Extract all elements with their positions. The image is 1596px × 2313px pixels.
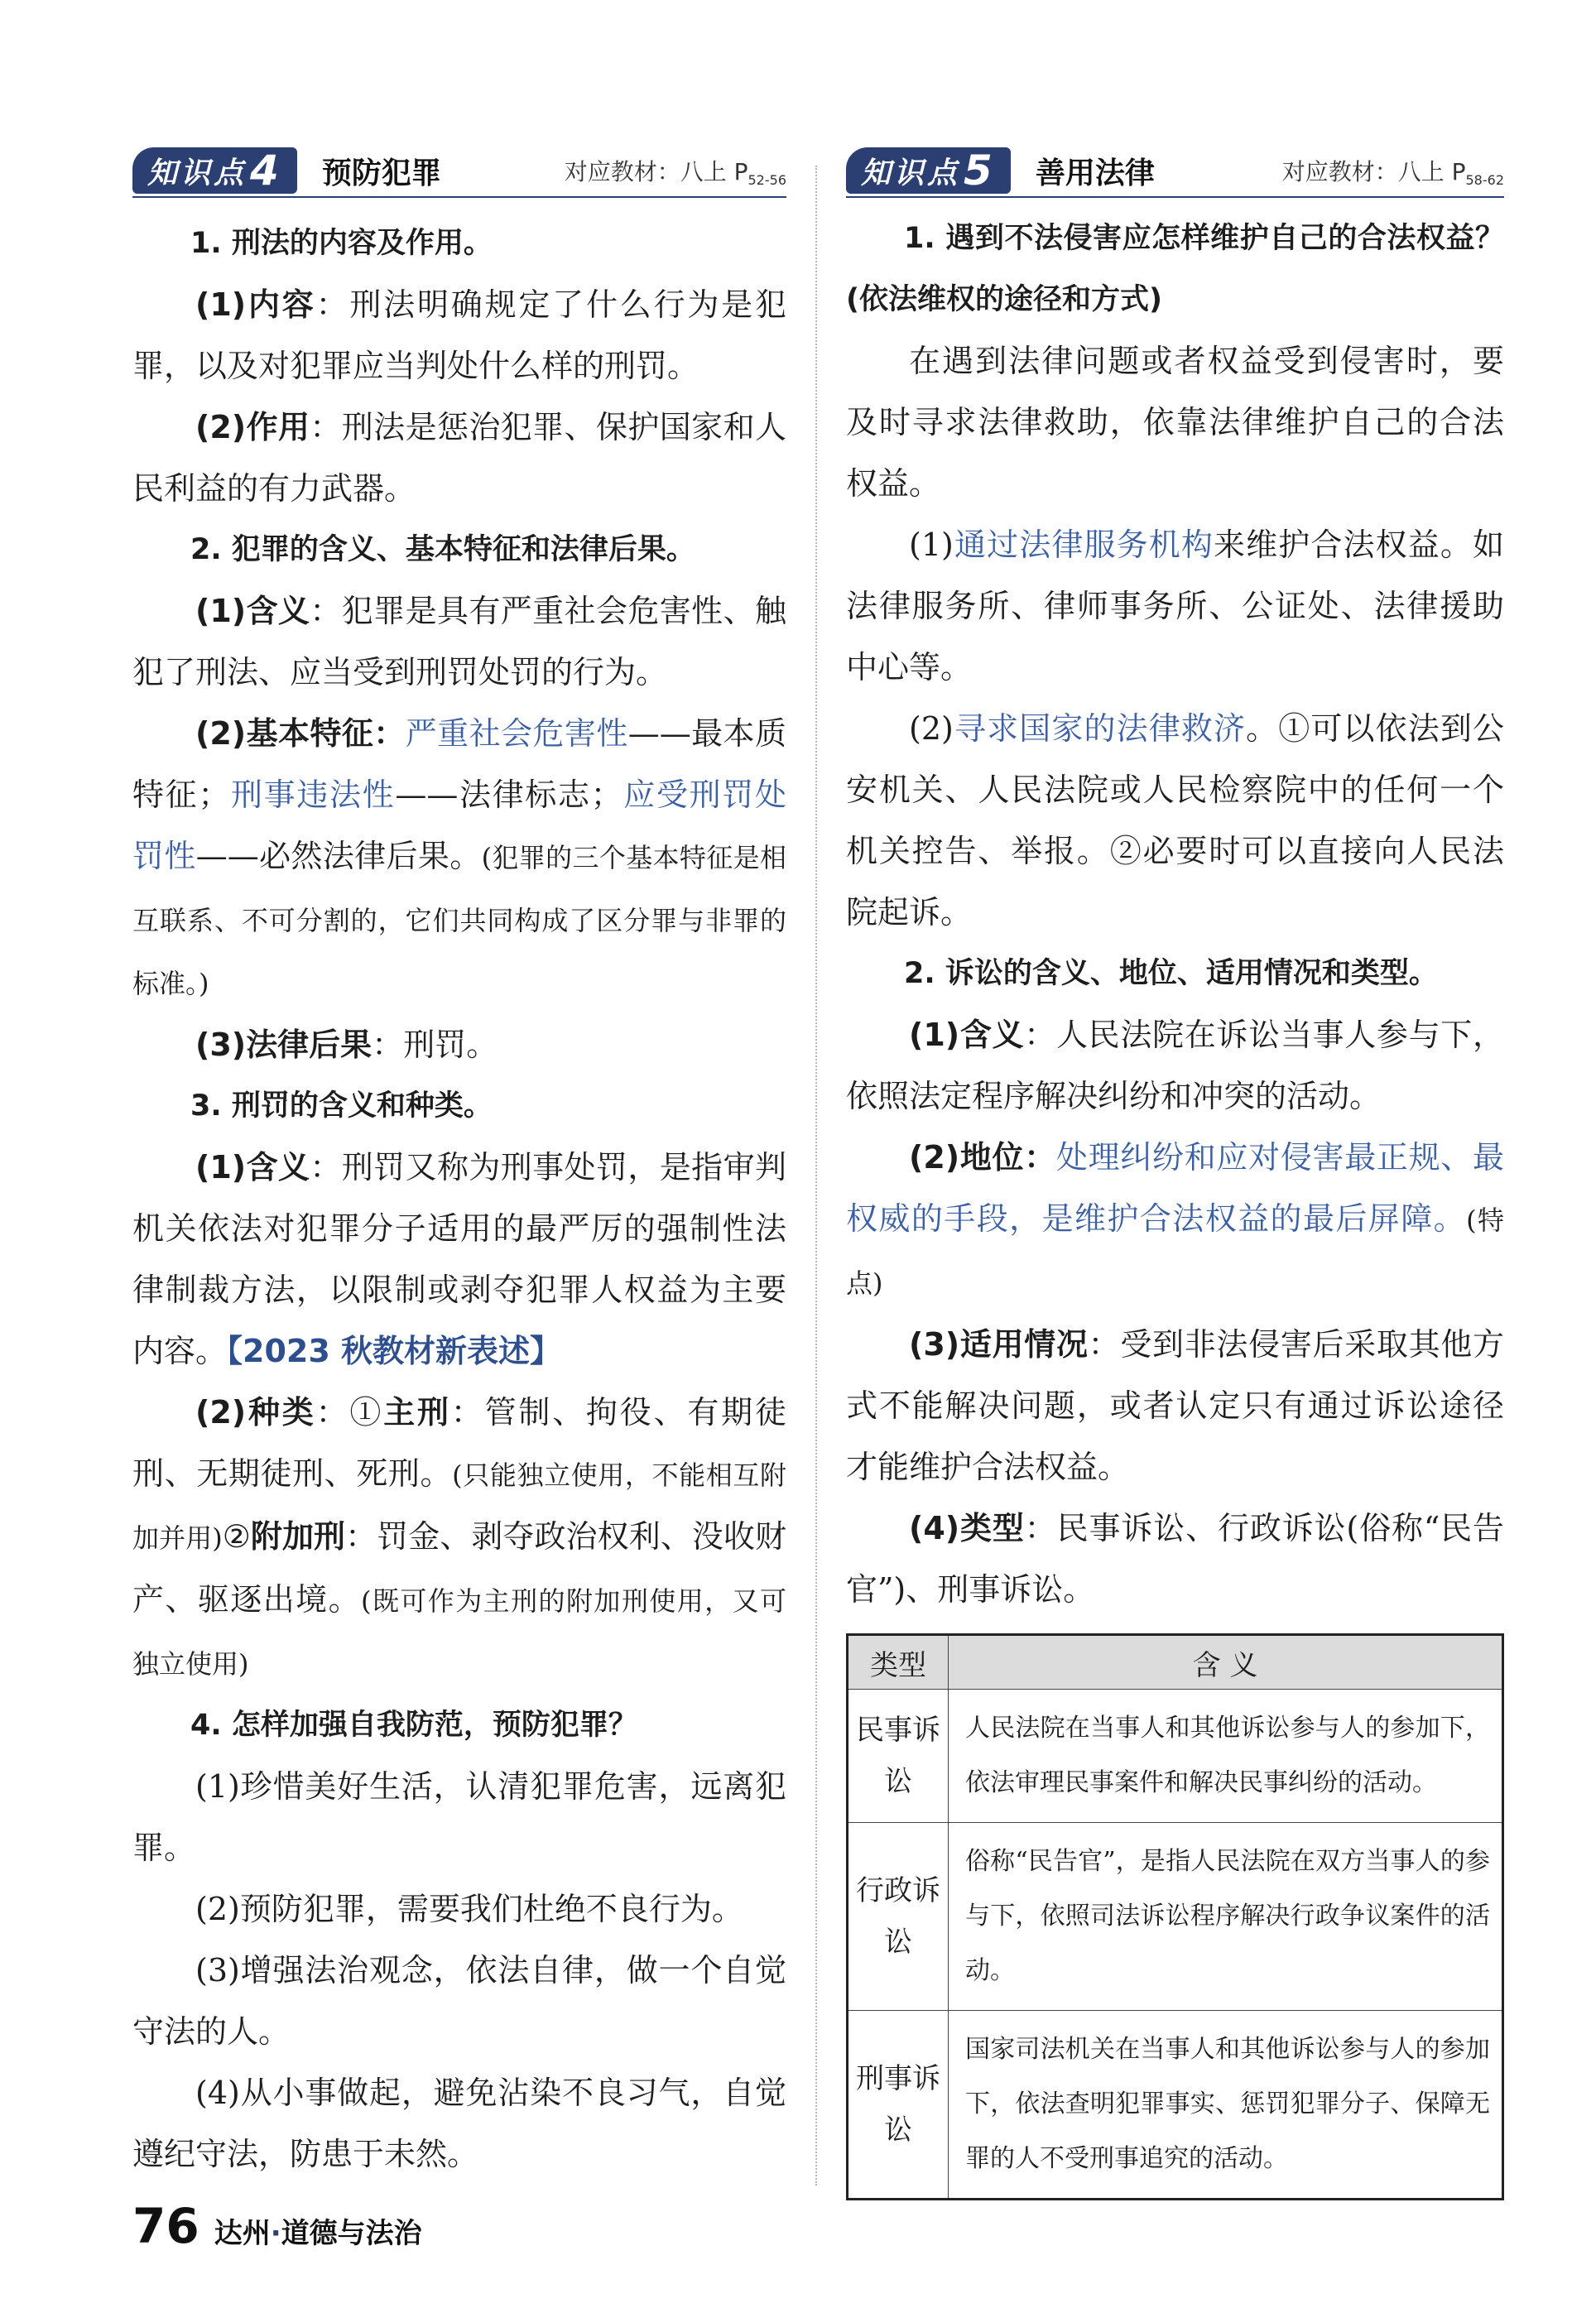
badge-number: 4 [250, 147, 282, 195]
title-separator: · [270, 2217, 281, 2250]
table-cell-type: 行政诉讼 [848, 1823, 949, 2011]
badge-label: 知识点 [861, 156, 961, 190]
paragraph-text: 来维护合法权益。如法律服务所、律师事务所、公证处、法律援助中心等。 [846, 527, 1504, 685]
table-cell-type: 民事诉讼 [848, 1690, 949, 1823]
paragraph [132, 274, 786, 397]
key-phrase: 通过法律服务机构 [953, 527, 1214, 563]
right-column [846, 145, 1504, 2200]
heading-4: 4. 怎样加强自我防范，预防犯罪？ [190, 1709, 637, 1742]
table-row [848, 1823, 1503, 2011]
textbook-reference [565, 154, 786, 188]
term-label: (2)作用 [195, 409, 310, 445]
colon: ： [1024, 1139, 1056, 1176]
key-phrase: 严重社会危害性 [405, 715, 628, 752]
left-column [132, 145, 786, 2185]
paragraph [846, 1127, 1504, 1314]
table-row [848, 1690, 1503, 1823]
key-phrase: 应受刑罚处罚性 [132, 777, 786, 874]
note-text: (特点) [846, 1205, 1504, 1299]
heading-2: 2. 犯罪的含义、基本特征和法律后果。 [190, 533, 695, 566]
paragraph [132, 580, 786, 703]
heading-1: 1. 刑法的内容及作用。 [190, 227, 493, 260]
knowledge-point-badge [132, 147, 297, 194]
table-header-meaning: 含 义 [949, 1635, 1503, 1690]
paragraph-text: ：刑罚。 [372, 1027, 498, 1063]
paragraph [132, 1382, 786, 1695]
paragraph-text: ：刑法明确规定了什么行为是犯罪，以及对犯罪应当判处什么样的刑罚。 [132, 286, 786, 384]
paragraph-text: ：刑罚又称为刑事处罚，是指审判机关依法对犯罪分子适用的最严厉的强制性法律制裁方法，以限制或剥夺犯罪人权益为主要内容。 [132, 1149, 786, 1369]
paragraph-text: ——必然法律后果。 [195, 838, 482, 874]
table-cell-meaning: 人民法院在当事人和其他诉讼参与人的参加下，依法审理民事案件和解决民事纠纷的活动。 [949, 1690, 1503, 1823]
term-label: (1)含义 [195, 593, 310, 629]
term-label: (1)含义 [195, 1149, 310, 1185]
knowledge-point-badge [846, 147, 1011, 194]
note-text: (犯罪的三个基本特征是相互联系、不可分割的，它们共同构成了区分罪与非罪的标准。) [132, 842, 786, 999]
term-label: (3)法律后果 [195, 1027, 373, 1063]
paragraph-text: ：犯罪是具有严重社会危害性、触犯了刑法、应当受到刑罚处罚的行为。 [132, 593, 786, 690]
table-cell-meaning: 国家司法机关在当事人和其他诉讼参与人的参加下，依法查明犯罪事实、惩罚犯罪分子、保障无罪的人不受刑事追究的活动。 [949, 2011, 1503, 2200]
term-label: 主刑 [383, 1394, 451, 1431]
paragraph-text: ：民事诉讼、行政诉讼(俗称“民告官”)、刑事诉讼。 [846, 1510, 1504, 1608]
section-title: 善用法律 [1035, 156, 1155, 190]
book-title [214, 2210, 422, 2251]
column-divider [815, 166, 817, 2186]
paragraph [132, 703, 786, 1014]
paragraph-text: ——最本质特征； [132, 715, 786, 813]
paragraph-text: ：人民法院在诉讼当事人参与下，依照法定程序解决纠纷和冲突的活动。 [846, 1017, 1504, 1114]
paragraph [846, 1004, 1504, 1127]
badge-number: 5 [964, 147, 996, 195]
knowledge-point-4-header [132, 145, 786, 198]
table-cell-type: 刑事诉讼 [848, 2011, 949, 2200]
reference-label: 对应教材：八上 P [1281, 157, 1466, 185]
term-label: (2)地位 [909, 1139, 1025, 1176]
heading-3: 3. 刑罚的含义和种类。 [190, 1089, 493, 1123]
colon: ： [373, 715, 406, 752]
paragraph-text: ：管制、拘役、有期徒刑、无期徒刑、死刑。 [132, 1394, 786, 1492]
term-label: (4)类型 [909, 1510, 1025, 1546]
term-label: (2)种类 [195, 1394, 316, 1431]
table-cell-meaning: 俗称“民告官”，是指人民法院在双方当事人的参与下，依照司法诉讼程序解决行政争议案件的活动。 [949, 1823, 1503, 2011]
book-title-subject: 道德与法治 [281, 2217, 422, 2250]
paragraph [846, 514, 1504, 698]
book-title-region: 达州 [214, 2217, 271, 2250]
knowledge-point-5-header [846, 145, 1504, 198]
paragraph-text: ：罚金、剥夺政治权利、没收财产、驱逐出境。 [132, 1518, 786, 1618]
textbook-reference [1282, 154, 1504, 188]
key-phrase: 处理纠纷和应对侵害最正规、最权威的手段，是维护合法权益的最后屏障。 [846, 1139, 1504, 1237]
term-label: (3)适用情况 [909, 1326, 1089, 1363]
paragraph [132, 1137, 786, 1382]
table-row [848, 2011, 1503, 2200]
item-number: (2) [909, 710, 954, 747]
reference-label: 对应教材：八上 P [564, 157, 748, 185]
new-edition-tag: 【2023 秋教材新表述】 [227, 1333, 562, 1369]
paragraph [132, 1014, 786, 1075]
heading-2: 2. 诉讼的含义、地位、适用情况和类型。 [904, 957, 1438, 990]
section-title: 预防犯罪 [321, 156, 441, 190]
paragraph [132, 397, 786, 519]
note-text: (既可作为主刑的附加刑使用，又可独立使用) [132, 1585, 786, 1680]
list-item: (4)从小事做起，避免沾染不良习气，自觉遵纪守法，防患于未然。 [132, 2075, 786, 2172]
paragraph-text: ：刑法是惩治犯罪、保护国家和人民利益的有力武器。 [132, 409, 786, 507]
badge-label: 知识点 [147, 156, 248, 190]
key-phrase: 寻求国家的法律救济 [953, 710, 1247, 747]
table-header-type: 类型 [848, 1635, 949, 1690]
list-item: (2)预防犯罪，需要我们杜绝不良行为。 [195, 1891, 743, 1927]
list-item: (3)增强法治观念，依法自律，做一个自觉守法的人。 [132, 1952, 786, 2050]
item-number: (1) [909, 527, 954, 563]
note-text: (只能独立使用，不能相互附加并用) [132, 1459, 786, 1554]
table-header-row [848, 1635, 1503, 1690]
reference-pages: 52-56 [748, 171, 786, 188]
paragraph-text: ：① [315, 1394, 384, 1431]
term-label: (1)含义 [909, 1017, 1025, 1053]
key-phrase: 刑事违法性 [229, 777, 396, 813]
paragraph-text: ② [222, 1518, 251, 1555]
paragraph-text: ——法律标志； [395, 777, 623, 813]
paragraph [846, 698, 1504, 943]
paragraph [846, 1314, 1504, 1498]
term-label: 附加刑 [250, 1518, 346, 1555]
heading-1: 1. 遇到不法侵害应怎样维护自己的合法权益？(依法维权的途径和方式) [846, 222, 1504, 316]
page-number: 76 [132, 2198, 200, 2254]
term-label: (1)内容 [195, 286, 316, 323]
paragraph: 在遇到法律问题或者权益受到侵害时，要及时寻求法律救助，依靠法律维护自己的合法权益。 [846, 343, 1504, 502]
reference-pages: 58-62 [1465, 171, 1504, 188]
page-footer [132, 2198, 422, 2254]
list-item: (1)珍惜美好生活，认清犯罪危害，远离犯罪。 [132, 1768, 786, 1866]
litigation-types-table [846, 1633, 1504, 2200]
paragraph-text: ：受到非法侵害后采取其他方式不能解决问题，或者认定只有通过诉讼途径才能维护合法权益。 [846, 1326, 1504, 1485]
term-label: (2)基本特征 [195, 715, 374, 752]
paragraph-text: 。①可以依法到公安机关、人民法院或人民检察院中的任何一个机关控告、举报。②必要时可以直接向人民法院起诉。 [846, 710, 1504, 930]
paragraph [846, 1498, 1504, 1620]
